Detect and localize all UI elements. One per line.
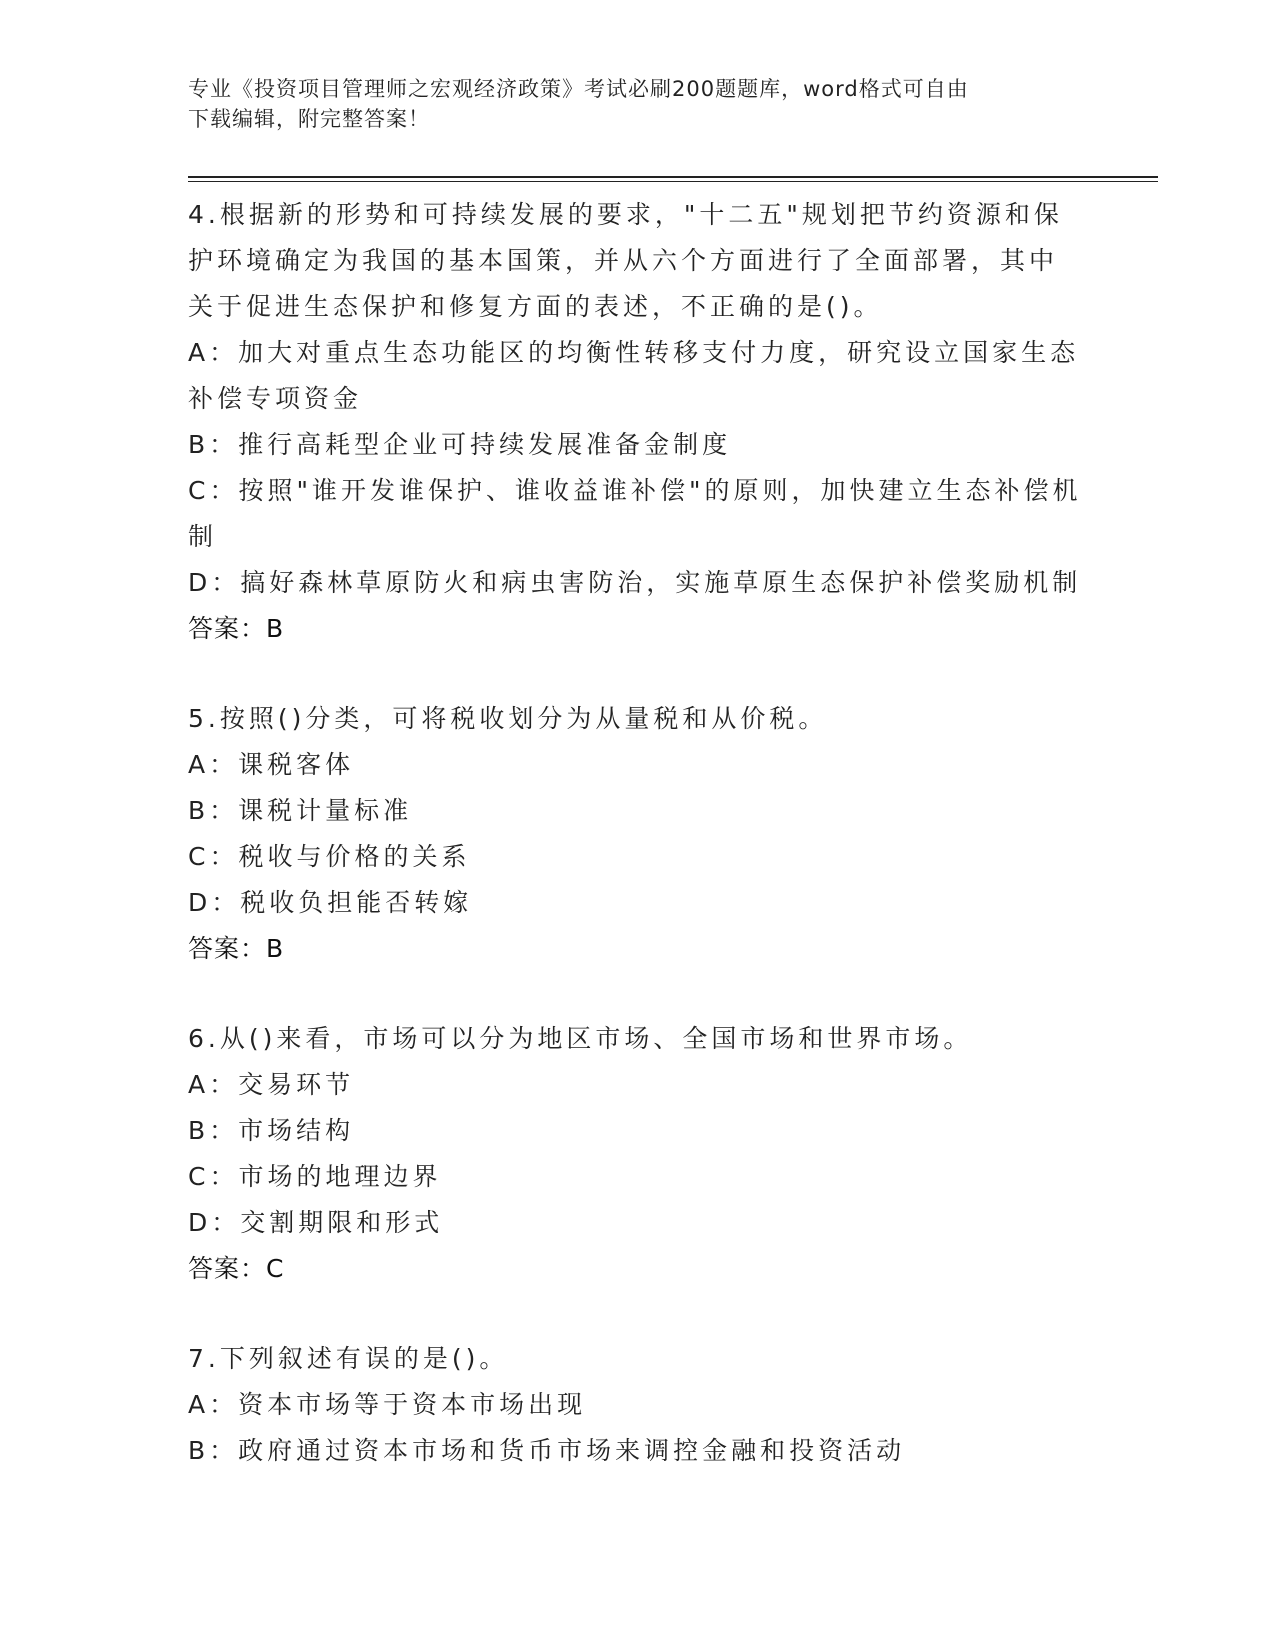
option-d: D：交割期限和形式 bbox=[188, 1208, 444, 1237]
question-item bbox=[188, 192, 1088, 652]
question-spacer bbox=[188, 652, 1088, 696]
option-b: B：课税计量标准 bbox=[188, 796, 413, 825]
option-a: A：交易环节 bbox=[188, 1070, 355, 1099]
header-divider bbox=[188, 176, 1158, 178]
option-d: D：税收负担能否转嫁 bbox=[188, 888, 473, 917]
option-c: C：按照"谁开发谁保护、谁收益谁补偿"的原则，加快建立生态补偿机 bbox=[188, 476, 1082, 505]
question-stem-line: 6.从()来看，市场可以分为地区市场、全国市场和世界市场。 bbox=[188, 1024, 973, 1053]
answer-label: 答案：B bbox=[188, 934, 285, 963]
option-a: A：加大对重点生态功能区的均衡性转移支付力度，研究设立国家生态 bbox=[188, 338, 1080, 367]
option-a-continued: 补偿专项资金 bbox=[188, 384, 363, 413]
header-divider-thin bbox=[188, 181, 1158, 182]
question-item bbox=[188, 1336, 1088, 1474]
question-spacer bbox=[188, 972, 1088, 1016]
option-b: B：政府通过资本市场和货币市场来调控金融和投资活动 bbox=[188, 1436, 906, 1465]
question-item bbox=[188, 696, 1088, 972]
option-a: A：资本市场等于资本市场出现 bbox=[188, 1390, 587, 1419]
document-header bbox=[188, 74, 1088, 134]
header-line: 下载编辑，附完整答案！ bbox=[188, 107, 430, 131]
option-d: D：搞好森林草原防火和病虫害防治，实施草原生态保护补偿奖励机制 bbox=[188, 568, 1082, 597]
question-stem-line: 护环境确定为我国的基本国策，并从六个方面进行了全面部署，其中 bbox=[188, 246, 1059, 275]
option-c: C：税收与价格的关系 bbox=[188, 842, 471, 871]
question-stem-line: 4.根据新的形势和可持续发展的要求，"十二五"规划把节约资源和保 bbox=[188, 200, 1063, 229]
answer-label: 答案：C bbox=[188, 1254, 285, 1283]
question-list bbox=[188, 192, 1088, 1474]
option-b: B：推行高耗型企业可持续发展准备金制度 bbox=[188, 430, 732, 459]
question-spacer bbox=[188, 1292, 1088, 1336]
option-c-continued: 制 bbox=[188, 522, 218, 551]
option-a: A：课税客体 bbox=[188, 750, 355, 779]
option-c: C：市场的地理边界 bbox=[188, 1162, 442, 1191]
question-item bbox=[188, 1016, 1088, 1292]
option-b: B：市场结构 bbox=[188, 1116, 355, 1145]
question-stem-line: 5.按照()分类，可将税收划分为从量税和从价税。 bbox=[188, 704, 828, 733]
answer-label: 答案：B bbox=[188, 614, 285, 643]
question-stem-line: 关于促进生态保护和修复方面的表述，不正确的是()。 bbox=[188, 292, 883, 321]
header-line: 专业《投资项目管理师之宏观经济政策》考试必刷200题题库，word格式可自由 bbox=[188, 77, 969, 101]
question-stem-line: 7.下列叙述有误的是()。 bbox=[188, 1344, 509, 1373]
